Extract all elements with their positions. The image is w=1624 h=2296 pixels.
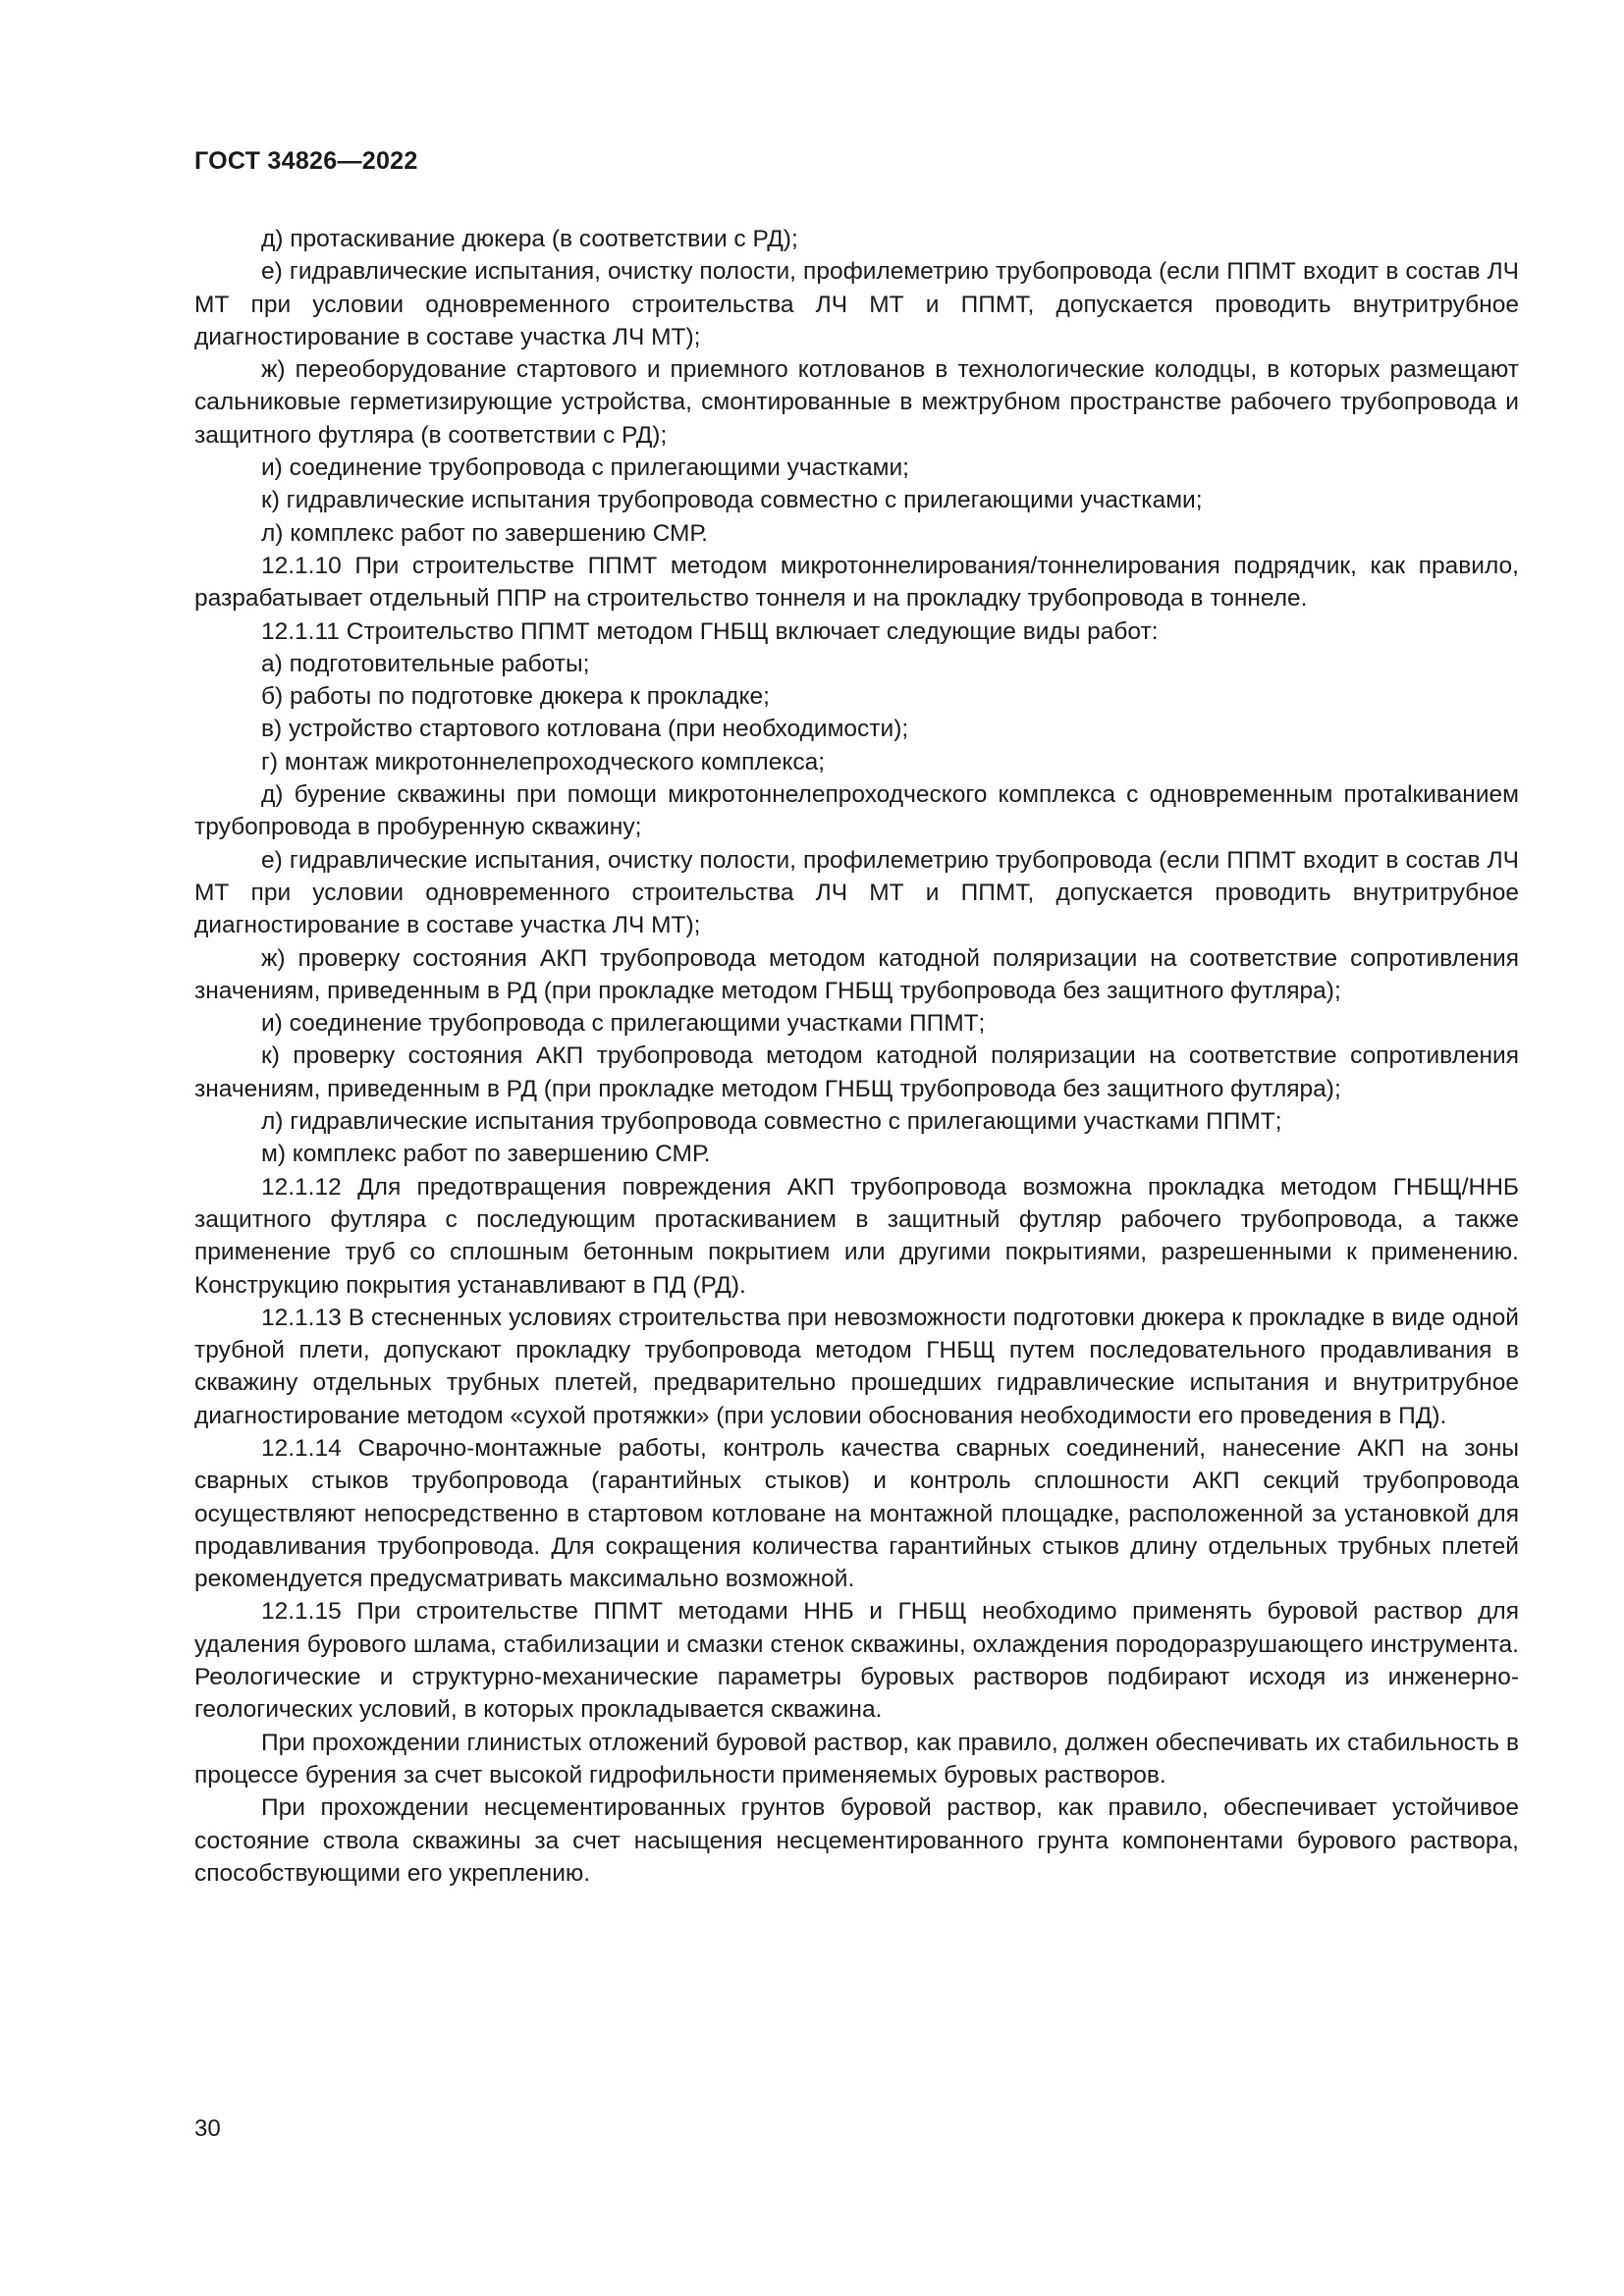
paragraph: д) бурение скважины при помощи микротоннелепроходческого комплекса с одновременным протаlкиванием трубопровода в пробуренную скважину; [194,781,1519,841]
paragraph: 12.1.12 Для предотвращения повреждения АКП трубопровода возможна прокладка методом ГНБЩ/ННБ защитного футляра с последующим протаскиванием в защитный футляр рабочего трубопровода, а также применение труб со сплошным бетонным покрытием или другими покрытиями, разрешенными к применению. Конструкцию покрытия устанавливают в ПД (РД). [194,1173,1519,1299]
paragraph: ж) переоборудование стартового и приемного котлованов в технологические колодцы, в которых размещают сальниковые герметизирующие устройства, смонтированные в межтрубном пространстве рабочего трубопровода и защитного футляра (в соответствии с РД); [194,356,1519,449]
paragraph: е) гидравлические испытания, очистку полости, профилеметрию трубопровода (если ППМТ входит в состав ЛЧ МТ при условии одновременного строительства ЛЧ МТ и ППМТ, допускается проводить внутритрубное диагностирование в составе участка ЛЧ МТ); [194,258,1519,350]
paragraph: 12.1.11 Строительство ППМТ методом ГНБЩ включает следующие виды работ: [261,617,1159,645]
document-header: ГОСТ 34826—2022 [194,147,418,175]
paragraph: 12.1.10 При строительстве ППМТ методом микротоннелирования/тоннелирования подрядчик, как правило, разрабатывает отдельный ППР на строительство тоннеля и на прокладку трубопровода в тоннеле. [194,552,1519,613]
paragraph: е) гидравлические испытания, очистку полости, профилеметрию трубопровода (если ППМТ входит в состав ЛЧ МТ при условии одновременного строительства ЛЧ МТ и ППМТ, допускается проводить внутритрубное диагностирование в составе участка ЛЧ МТ); [194,846,1519,939]
paragraph: д) протаскивание дюкера (в соответствии с РД); [261,226,798,252]
paragraph: а) подготовительные работы; [261,650,590,677]
paragraph: в) устройство стартового котлована (при необходимости); [261,716,909,743]
paragraph: 12.1.14 Сварочно-монтажные работы, контроль качества сварных соединений, нанесение АКП на зоны сварных стыков трубопровода (гарантийных стыков) и контроль сплошности АКП секций трубопровода осуществляют непосредственно в стартовом котловане на монтажной площадке, расположенной за установкой для продавливания трубопровода. Для сокращения количества гарантийных стыков длину отдельных трубных плетей рекомендуется предусматривать максимально возможной. [194,1434,1519,1593]
paragraph: к) гидравлические испытания трубопровода совместно с прилегающими участками; [261,487,1203,514]
paragraph: м) комплекс работ по завершению СМР. [261,1141,711,1168]
paragraph: б) работы по подготовке дюкера к прокладке; [261,683,770,711]
paragraph: и) соединение трубопровода с прилегающими участками; [261,454,909,482]
paragraph: При прохождении глинистых отложений буровой раствор, как правило, должен обеспечивать их стабильность в процессе бурения за счет высокой гидрофильности применяемых буровых растворов. [194,1729,1519,1789]
paragraph: 12.1.13 В стесненных условиях строительства при невозможности подготовки дюкера к прокладке в виде одной трубной плети, допускают прокладку трубопровода методом ГНБЩ путем последовательного продавливания в скважину отдельных трубных плетей, предварительно прошедших гидравлические испытания и внутритрубное диагностирование методом «сухой протяжки» (при условии обоснования необходимости его проведения в ПД). [194,1304,1519,1429]
page-number: 30 [194,2115,221,2142]
paragraph: л) гидравлические испытания трубопровода совместно с прилегающими участками ППМТ; [261,1108,1282,1136]
paragraph: и) соединение трубопровода с прилегающими участками ППМТ; [261,1010,986,1038]
paragraph: г) монтаж микротоннелепроходческого комплекса; [261,748,826,775]
paragraph: 12.1.15 При строительстве ППМТ методами ННБ и ГНБЩ необходимо применять буровой раствор для удаления бурового шлама, стабилизации и смазки стенок скважины, охлаждения породоразрушающего инструмента. Реологические и структурно-механические параметры буровых растворов подбирают исходя из инженерно-геологических условий, в которых прокладывается скважина. [194,1598,1519,1724]
paragraph: ж) проверку состояния АКП трубопровода методом катодной поляризации на соответствие сопротивления значениям, приведенным в РД (при прокладке методом ГНБЩ трубопровода без защитного футляра); [194,944,1519,1004]
paragraph: л) комплекс работ по завершению СМР. [261,519,708,547]
paragraph: к) проверку состояния АКП трубопровода методом катодной поляризации на соответствие сопротивления значениям, приведенным в РД (при прокладке методом ГНБЩ трубопровода без защитного футляра); [194,1042,1519,1102]
document-body [194,223,1519,1890]
paragraph: При прохождении несцементированных грунтов буровой раствор, как правило, обеспечивает устойчивое состояние ствола скважины за счет насыщения несцементированного грунта компонентами бурового раствора, способствующими его укреплению. [194,1794,1519,1887]
